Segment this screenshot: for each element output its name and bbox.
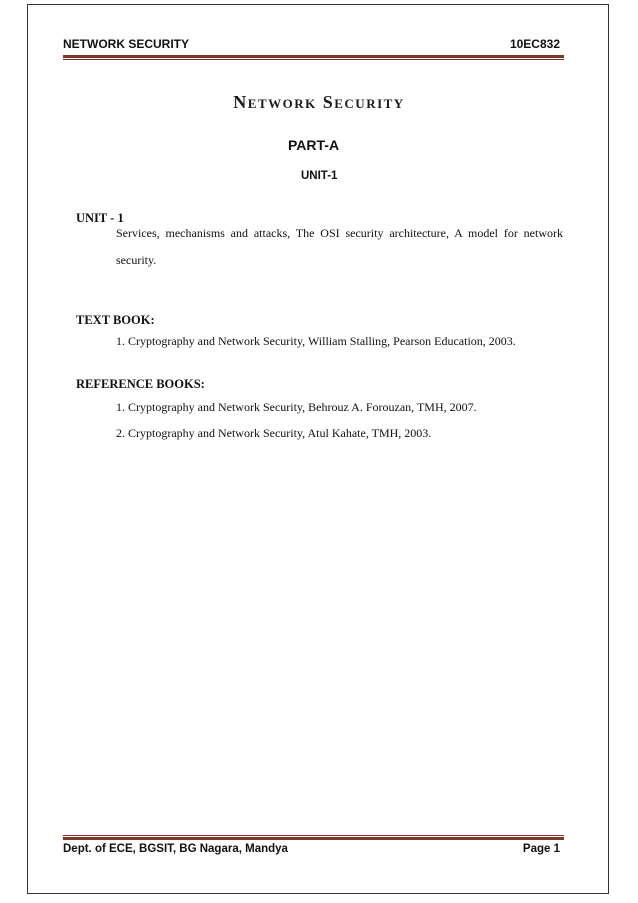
header-rule-thick xyxy=(63,55,564,58)
footer-department: Dept. of ECE, BGSIT, BG Nagara, Mandya xyxy=(63,843,288,855)
reference-book-item-1: 1. Cryptography and Network Security, Behrouz A. Forouzan, TMH, 2007. xyxy=(116,400,477,414)
page-header xyxy=(63,35,564,55)
reference-books-label: REFERENCE BOOKS: xyxy=(76,377,205,391)
unit-description: Services, mechanisms and attacks, The OSI security architecture, A model for network security. xyxy=(116,226,563,267)
part-heading: PART-A xyxy=(288,137,340,153)
page-number: Page 1 xyxy=(522,843,560,855)
header-course-code: 10EC832 xyxy=(509,37,560,51)
unit-heading: UNIT-1 xyxy=(301,170,338,182)
text-book-label: TEXT BOOK: xyxy=(76,313,155,327)
header-course-title: NETWORK SECURITY xyxy=(63,37,189,51)
page-footer xyxy=(63,841,564,861)
page-title: Network Security xyxy=(233,92,405,112)
footer-rule-thin xyxy=(63,835,564,836)
reference-book-item-2: 2. Cryptography and Network Security, Atul Kahate, TMH, 2003. xyxy=(116,426,432,440)
header-rule-thin xyxy=(63,59,564,60)
unit-label: UNIT - 1 xyxy=(76,211,124,225)
text-book-item-1: 1. Cryptography and Network Security, William Stalling, Pearson Education, 2003. xyxy=(116,334,516,348)
footer-rule-thick xyxy=(63,837,564,840)
